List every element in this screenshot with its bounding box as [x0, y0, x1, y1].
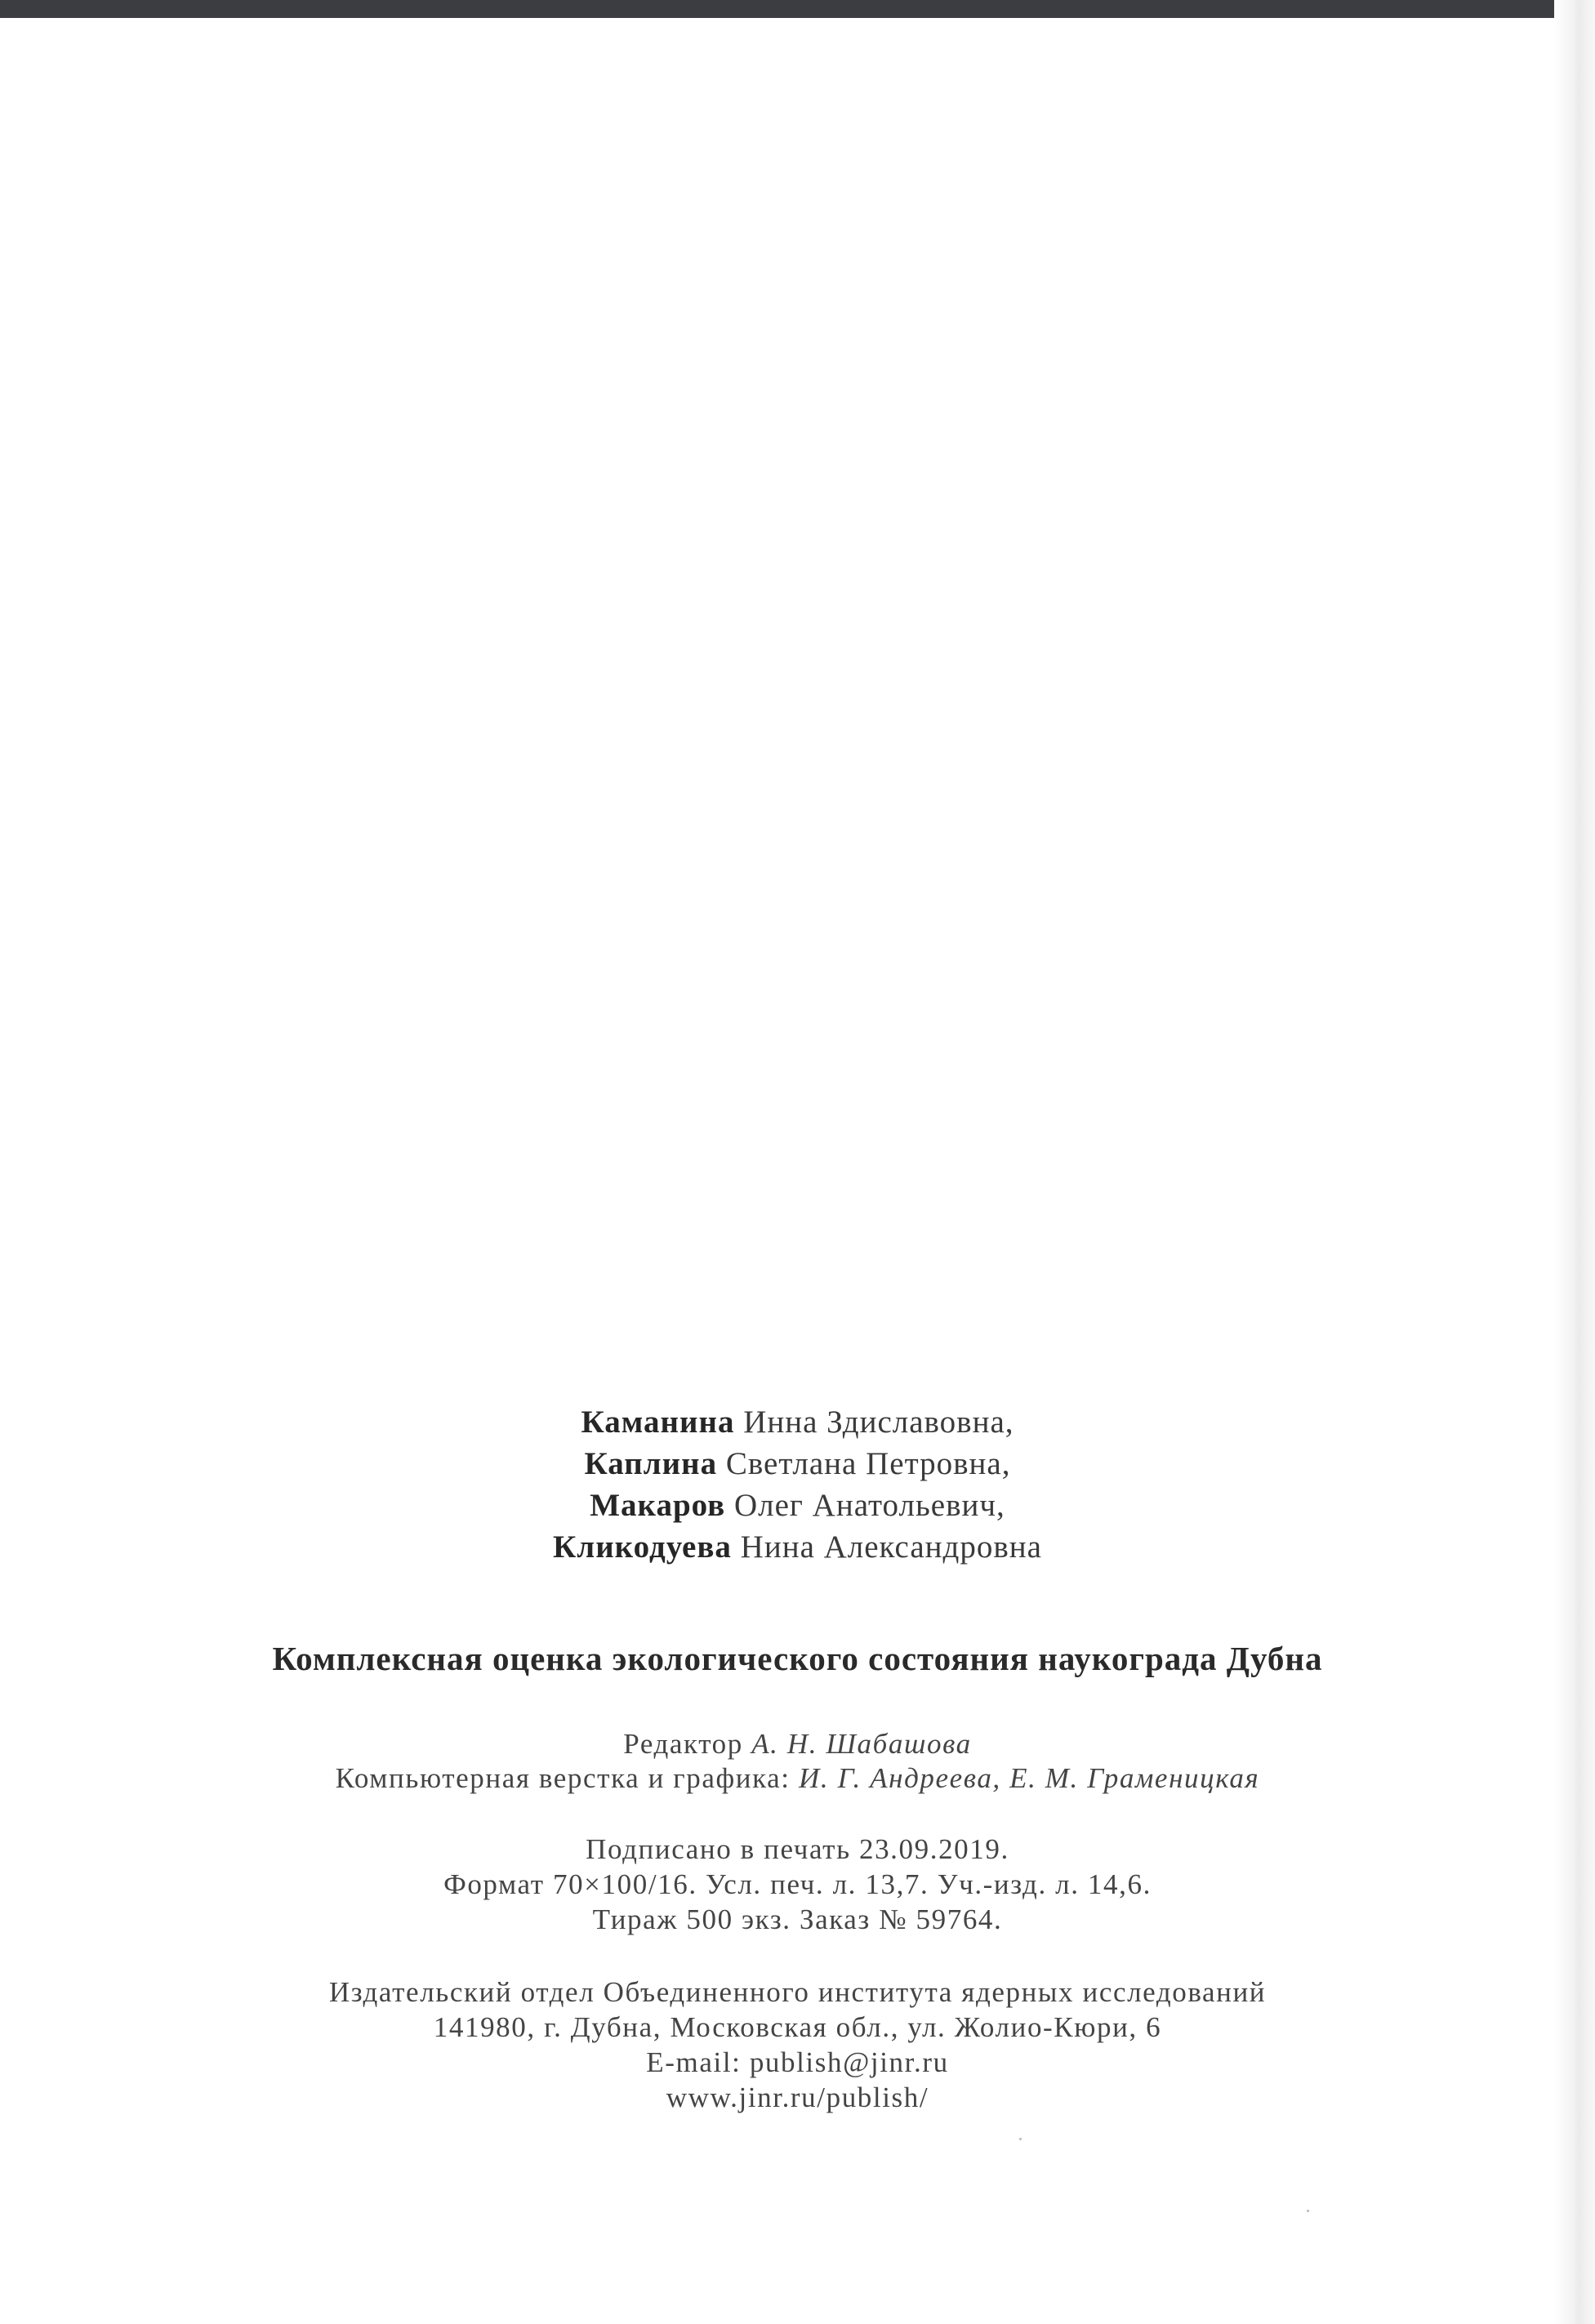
author-surname: Каманина	[581, 1405, 735, 1440]
author-line	[0, 1485, 1595, 1526]
author-surname: Макаров	[590, 1488, 726, 1523]
print-run-line: Тираж 500 экз. Заказ № 59764.	[592, 1903, 1003, 1935]
publisher-block	[0, 1975, 1595, 2115]
book-title: Комплексная оценка экологического состояния наукограда Дубна	[272, 1640, 1323, 1677]
signed-for-print: Подписано в печать 23.09.2019.	[586, 1833, 1009, 1865]
author-line	[0, 1526, 1595, 1568]
author-given-names: Инна Здиславовна,	[743, 1405, 1014, 1440]
publisher-website: www.jinr.ru/publish/	[666, 2081, 929, 2113]
author-given-names: Светлана Петровна,	[725, 1446, 1011, 1481]
page-top-dark-edge	[0, 0, 1572, 18]
author-given-names: Нина Александровна	[740, 1529, 1042, 1565]
layout-label: Компьютерная верстка и графика:	[335, 1762, 791, 1794]
paper-speck	[1019, 2138, 1022, 2140]
editor-line	[0, 1727, 1595, 1761]
print-info-block	[0, 1832, 1595, 1937]
format-line: Формат 70×100/16. Усл. печ. л. 13,7. Уч.-изд. л. 14,6.	[443, 1868, 1152, 1900]
author-surname: Кликодуева	[553, 1529, 732, 1565]
authors-block	[0, 1401, 1595, 1568]
credits-block	[0, 1727, 1595, 1796]
publisher-name: Издательский отдел Объединенного института ядерных исследований	[328, 1976, 1267, 2008]
editor-name: А. Н. Шабашова	[751, 1728, 972, 1760]
layout-names: И. Г. Андреева, Е. М. Граменицкая	[799, 1762, 1260, 1794]
layout-line	[0, 1761, 1595, 1796]
author-line	[0, 1401, 1595, 1443]
paper-speck	[1307, 2210, 1309, 2212]
author-surname: Каплина	[584, 1446, 718, 1481]
author-line	[0, 1443, 1595, 1485]
author-given-names: Олег Анатольевич,	[733, 1488, 1005, 1523]
publisher-address: 141980, г. Дубна, Московская обл., ул. Жолио-Кюри, 6	[433, 2011, 1162, 2043]
publisher-email: E-mail: publish@jinr.ru	[646, 2046, 949, 2078]
editor-label: Редактор	[623, 1728, 743, 1760]
